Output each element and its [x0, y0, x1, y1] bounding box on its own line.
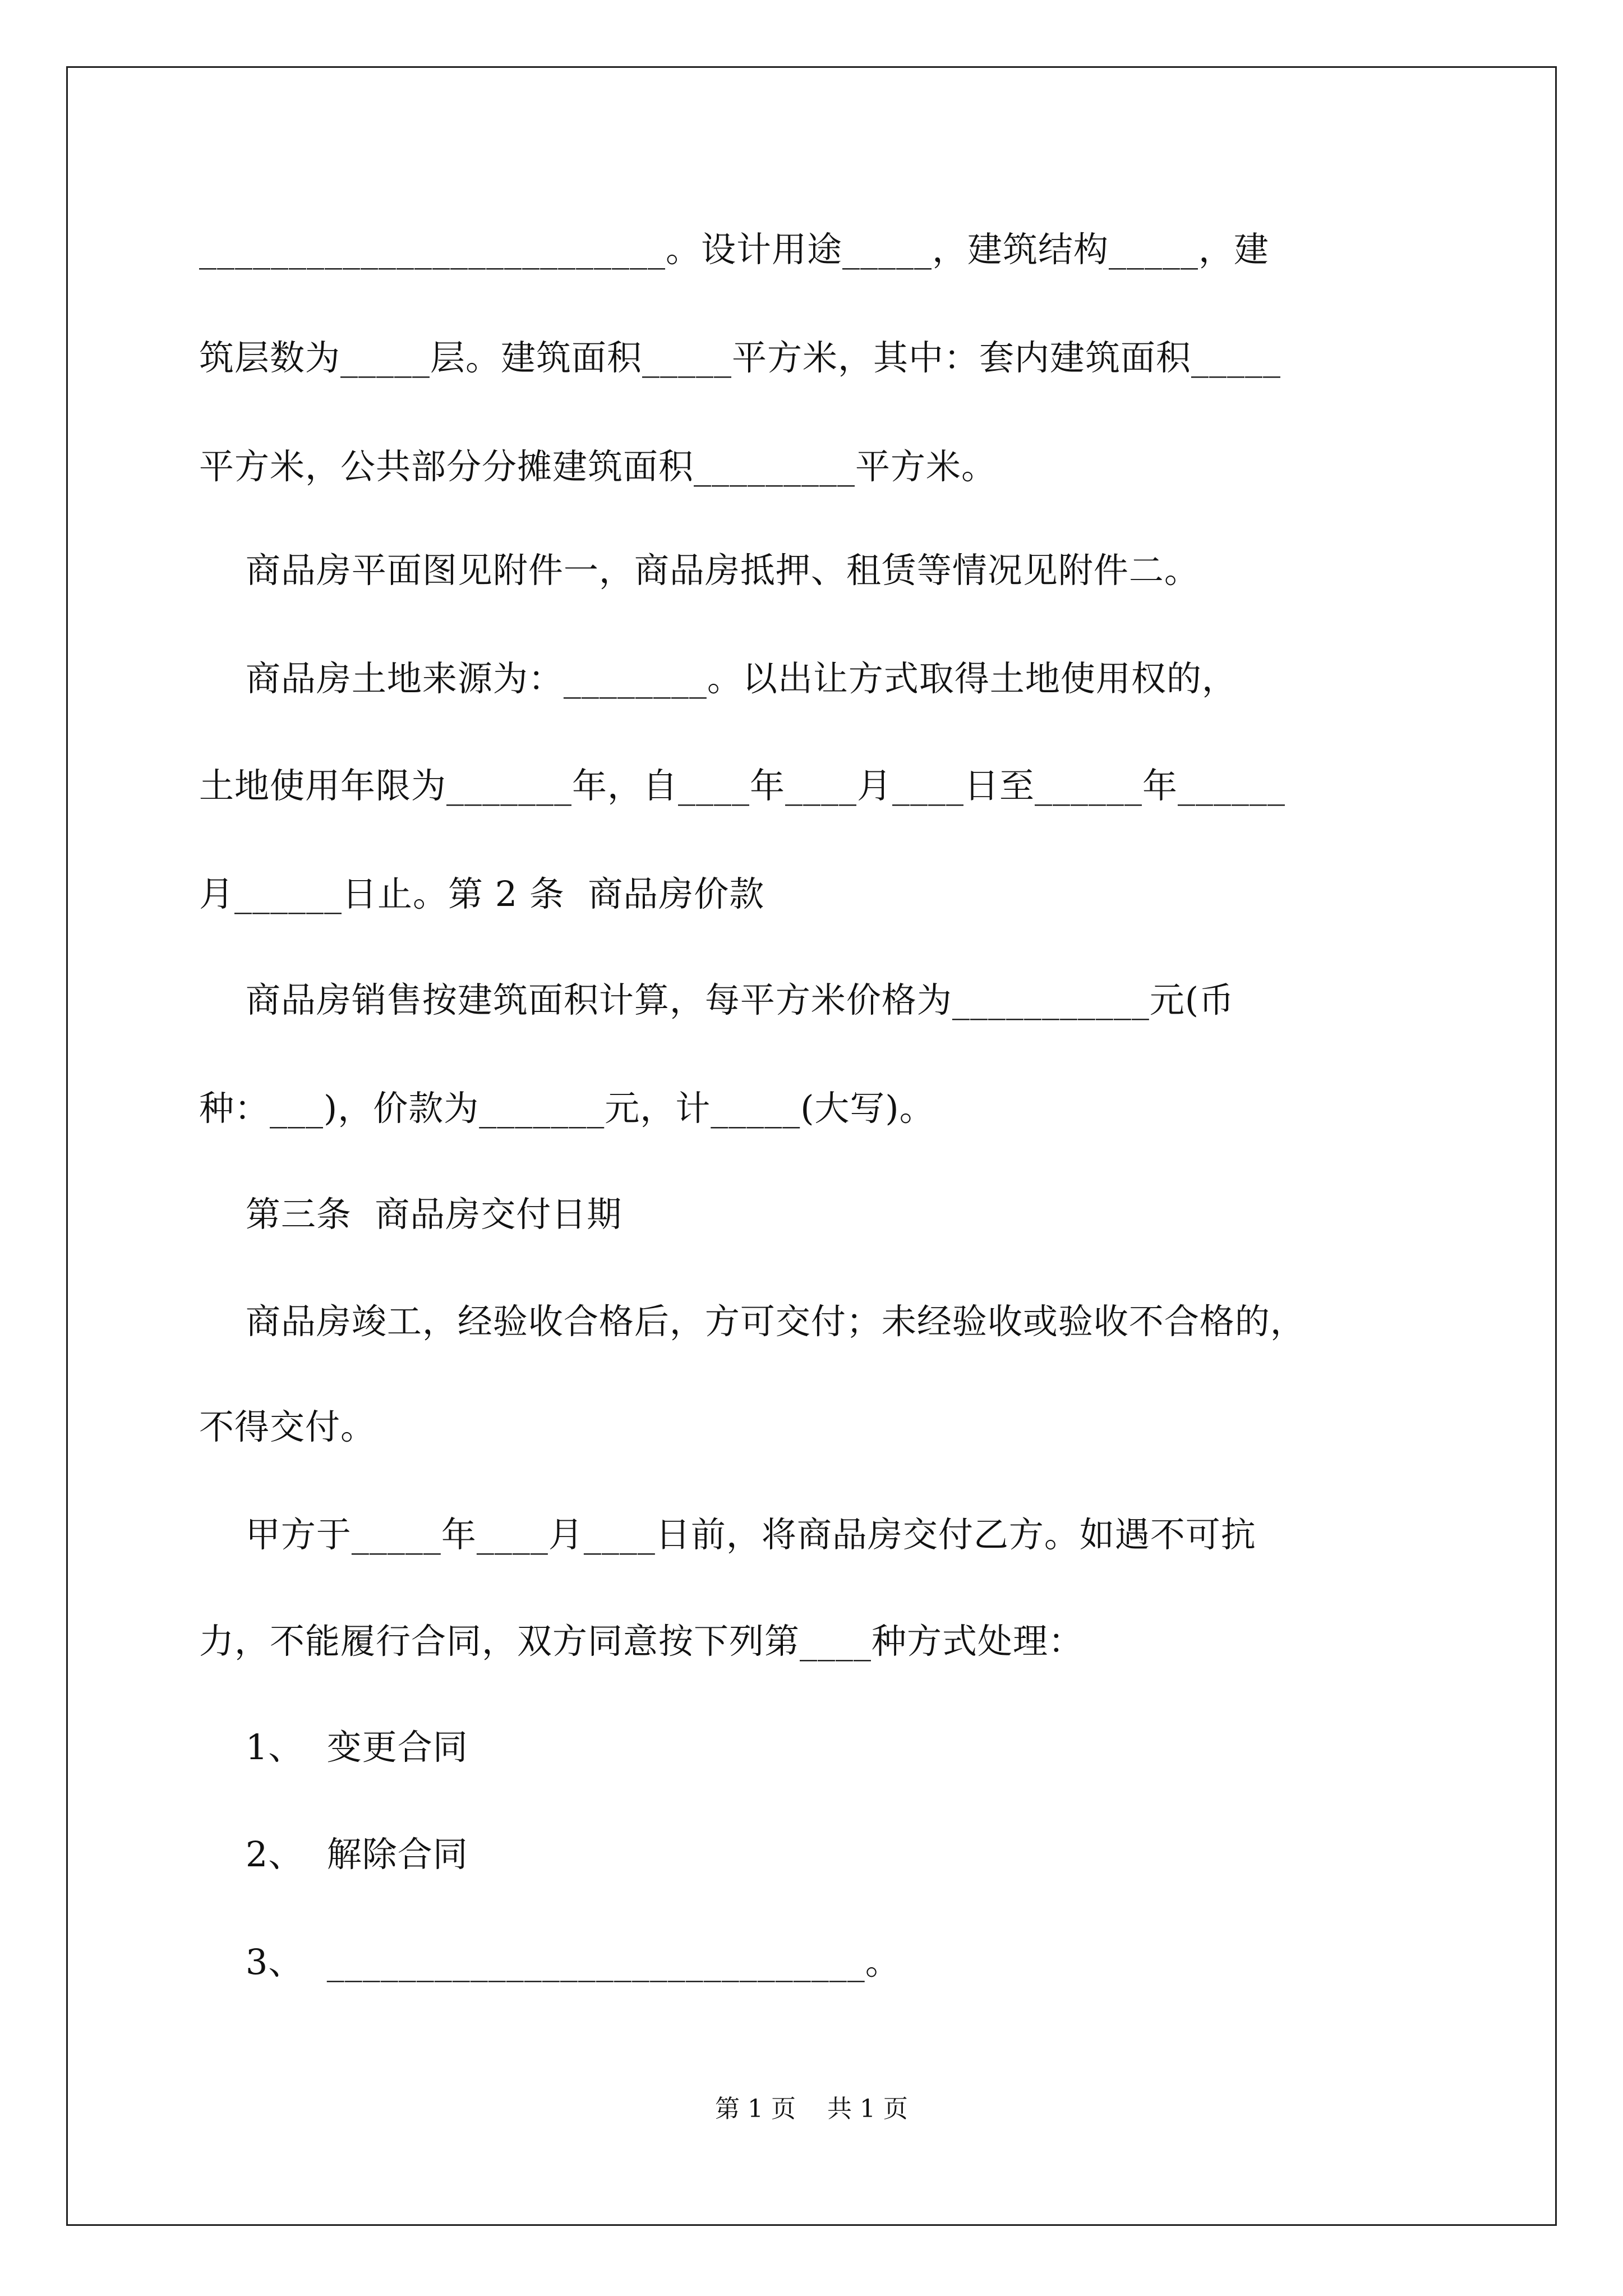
- text-line-14: 力，不能履行合同，双方同意按下列第____种方式处理：: [199, 1621, 1084, 1662]
- text-line-13: 甲方于_____年____月____日前，将商品房交付乙方。如遇不可抗: [199, 1514, 1256, 1555]
- text-line-1: __________________________。设计用途_____，建筑结构_____，建: [199, 229, 1270, 270]
- text-line-10: 第三条 商品房交付日期: [199, 1194, 623, 1235]
- text-line-16: 2、 解除合同: [199, 1834, 468, 1875]
- text-line-5: 商品房土地来源为：________。以出让方式取得土地使用权的，: [199, 658, 1237, 699]
- page-number-footer: 第 1 页 共 1 页: [715, 2095, 908, 2123]
- page-border: [66, 66, 1557, 2226]
- text-line-11: 商品房竣工，经验收合格后，方可交付；未经验收或验收不合格的，: [199, 1301, 1306, 1342]
- text-line-7: 月______日止。第 2 条 商品房价款: [199, 873, 765, 914]
- text-line-8: 商品房销售按建筑面积计算，每平方米价格为___________元(币: [199, 979, 1235, 1020]
- text-line-15: 1、 变更合同: [199, 1727, 468, 1768]
- text-line-12: 不得交付。: [199, 1406, 376, 1447]
- text-line-4: 商品房平面图见附件一，商品房抵押、租赁等情况见附件二。: [199, 550, 1200, 591]
- text-line-6: 土地使用年限为_______年，自____年____月____日至______年______: [199, 765, 1286, 806]
- text-line-17: 3、 ______________________________。: [199, 1941, 901, 1982]
- text-line-9: 种：___)，价款为_______元，计_____(大写)。: [199, 1088, 935, 1129]
- text-line-2: 筑层数为_____层。建筑面积_____平方米，其中：套内建筑面积_____: [199, 337, 1281, 378]
- text-line-3: 平方米，公共部分分摊建筑面积_________平方米。: [199, 446, 997, 487]
